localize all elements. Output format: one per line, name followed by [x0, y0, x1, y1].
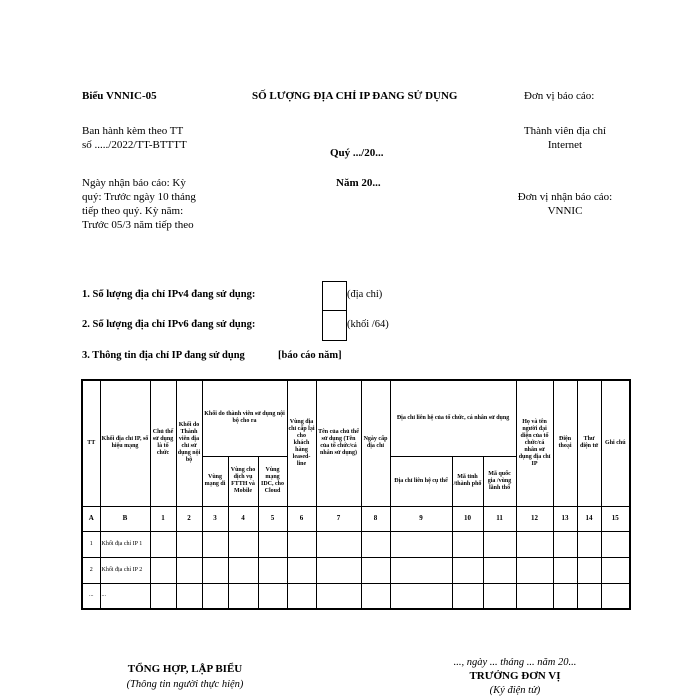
- col-date-header: Ngày cấp địa chỉ: [361, 380, 390, 506]
- table-cell[interactable]: [601, 557, 630, 583]
- table-index-row: [82, 506, 630, 531]
- quarter-label: Quý .../20...: [330, 147, 384, 159]
- received-line-2: quý: Trước ngày 10 tháng: [82, 191, 196, 203]
- member-line-2: Internet: [547, 139, 583, 151]
- table-cell[interactable]: [258, 583, 287, 609]
- section-3-label: 3. Thông tin địa chỉ IP đang sử dụng: [82, 350, 245, 361]
- table-cell[interactable]: [553, 583, 577, 609]
- ip-info-table: [81, 379, 631, 610]
- col-province-header: Mã tỉnh /thành phố: [452, 456, 483, 506]
- table-cell[interactable]: [228, 531, 258, 557]
- table-cell[interactable]: [452, 583, 483, 609]
- index-cell: 6: [287, 506, 316, 531]
- row-block: ...: [100, 583, 150, 609]
- index-cell: 4: [228, 506, 258, 531]
- col-tt-header: TT: [82, 380, 100, 506]
- index-cell: 1: [150, 506, 176, 531]
- table-cell[interactable]: [577, 531, 601, 557]
- issued-line-2: số ...../2022/TT-BTTTT: [82, 139, 187, 151]
- footer-right-title: TRƯỞNG ĐƠN VỊ: [469, 670, 561, 682]
- table-cell[interactable]: [483, 531, 516, 557]
- table-cell[interactable]: [316, 583, 361, 609]
- col-member-header: Khối do Thành viên địa chỉ sử dụng nội bộ: [176, 380, 202, 506]
- receiving-unit-label: Đơn vị nhận báo cáo:: [517, 191, 613, 203]
- col-country-header: Mã quốc gia /vùng lãnh thổ: [483, 456, 516, 506]
- table-cell[interactable]: [287, 583, 316, 609]
- col-contact-group-header: Địa chỉ liên hệ của tổ chức, cá nhân sử dụng: [390, 380, 516, 456]
- index-cell: 13: [553, 506, 577, 531]
- col-notes-header: Ghi chú: [601, 380, 630, 506]
- table-cell[interactable]: [601, 531, 630, 557]
- table-cell[interactable]: [452, 557, 483, 583]
- table-cell[interactable]: [390, 531, 452, 557]
- section-1-label: 1. Số lượng địa chỉ IPv4 đang sử dụng:: [82, 289, 256, 300]
- table-cell[interactable]: [577, 557, 601, 583]
- index-cell: 11: [483, 506, 516, 531]
- footer-left-subtitle: (Thông tin người thực hiện): [126, 679, 244, 690]
- index-cell: 15: [601, 506, 630, 531]
- page-title: SỐ LƯỢNG ĐỊA CHỈ IP ĐANG SỬ DỤNG: [252, 90, 458, 102]
- table-cell[interactable]: [553, 531, 577, 557]
- section-2-unit: (khối /64): [347, 319, 389, 330]
- index-cell: 5: [258, 506, 287, 531]
- index-cell: 3: [202, 506, 228, 531]
- index-cell: 14: [577, 506, 601, 531]
- index-cell: 9: [390, 506, 452, 531]
- table-cell[interactable]: [202, 557, 228, 583]
- col-services-group-header: Khối do thành viên sử dụng nội bộ cho ra: [202, 380, 287, 456]
- index-cell: 12: [516, 506, 553, 531]
- footer-date-line: ..., ngày ... tháng ... năm 20...: [453, 657, 577, 668]
- table-cell[interactable]: [176, 557, 202, 583]
- table-cell[interactable]: [361, 557, 390, 583]
- index-cell: 10: [452, 506, 483, 531]
- table-cell[interactable]: [150, 583, 176, 609]
- member-line-1: Thành viên địa chỉ: [523, 125, 607, 137]
- col-org-name-header: Tên của chủ thể sử dụng (Tên của tổ chức/cá nhân sử dụng): [316, 380, 361, 506]
- row-block: Khối địa chỉ IP 2: [100, 557, 150, 583]
- col-mobile-header: Vùng mạng di: [202, 456, 228, 506]
- row-number: ...: [82, 583, 100, 609]
- col-person-header: Họ và tên người đại diện của tổ chức/cá nhân sử dụng địa chỉ IP: [516, 380, 553, 506]
- table-cell[interactable]: [316, 531, 361, 557]
- table-cell[interactable]: [577, 583, 601, 609]
- table-row: [82, 557, 630, 583]
- table-cell[interactable]: [202, 531, 228, 557]
- table-cell[interactable]: [361, 531, 390, 557]
- table-cell[interactable]: [516, 583, 553, 609]
- table-cell[interactable]: [258, 531, 287, 557]
- index-cell: 8: [361, 506, 390, 531]
- table-cell[interactable]: [287, 531, 316, 557]
- row-number: 2: [82, 557, 100, 583]
- table-cell[interactable]: [228, 583, 258, 609]
- table-cell[interactable]: [483, 583, 516, 609]
- section-2-label: 2. Số lượng địa chỉ IPv6 đang sử dụng:: [82, 319, 256, 330]
- table-cell[interactable]: [150, 557, 176, 583]
- ipv4-count-field[interactable]: [322, 281, 347, 311]
- col-alloc-header: Vùng địa chỉ cấp lại cho khách hàng leased-line: [287, 380, 316, 506]
- table-cell[interactable]: [516, 531, 553, 557]
- table-header-row-1: [82, 380, 630, 456]
- col-address-header: Địa chỉ liên hệ cụ thể: [390, 456, 452, 506]
- index-cell: 2: [176, 506, 202, 531]
- table-cell[interactable]: [176, 531, 202, 557]
- col-phone-header: Điện thoại: [553, 380, 577, 506]
- col-idc-header: Vùng mạng IDC, cho Cloud: [258, 456, 287, 506]
- footer-left-title: TỔNG HỢP, LẬP BIỂU: [127, 663, 243, 675]
- issued-line-1: Ban hành kèm theo TT: [82, 125, 184, 137]
- index-cell: 7: [316, 506, 361, 531]
- table-cell[interactable]: [258, 557, 287, 583]
- row-number: 1: [82, 531, 100, 557]
- col-block-header: Khối địa chỉ IP, số hiệu mạng: [100, 380, 150, 506]
- table-cell[interactable]: [202, 583, 228, 609]
- table-row: [82, 583, 630, 609]
- form-code: Biểu VNNIC-05: [82, 90, 157, 102]
- received-line-3: tiếp theo quý. Kỳ năm:: [82, 205, 184, 217]
- table-cell[interactable]: [228, 557, 258, 583]
- footer-right-subtitle: (Ký điện tử): [489, 685, 541, 696]
- received-line-1: Ngày nhận báo cáo: Kỳ: [82, 177, 186, 189]
- index-cell: A: [82, 506, 100, 531]
- section-3-note: [báo cáo năm]: [278, 350, 342, 361]
- year-label: Năm 20...: [336, 177, 381, 189]
- col-email-header: Thư điện tử: [577, 380, 601, 506]
- table-cell[interactable]: [516, 557, 553, 583]
- col-owner-header: Chủ thể sử dụng là tổ chức: [150, 380, 176, 506]
- table-cell[interactable]: [390, 583, 452, 609]
- table-cell[interactable]: [176, 583, 202, 609]
- table-cell[interactable]: [316, 557, 361, 583]
- row-block: Khối địa chỉ IP 1: [100, 531, 150, 557]
- table-cell[interactable]: [287, 557, 316, 583]
- table-cell[interactable]: [483, 557, 516, 583]
- receiving-unit: VNNIC: [547, 205, 583, 217]
- table-cell[interactable]: [452, 531, 483, 557]
- table-cell[interactable]: [553, 557, 577, 583]
- received-line-4: Trước 05/3 năm tiếp theo: [82, 219, 194, 231]
- index-cell: B: [100, 506, 150, 531]
- reporting-unit-label: Đơn vị báo cáo:: [524, 90, 595, 102]
- col-ftth-header: Vùng cho dịch vụ FTTH và Mobile: [228, 456, 258, 506]
- table-cell[interactable]: [361, 583, 390, 609]
- table-cell[interactable]: [601, 583, 630, 609]
- section-1-unit: (địa chỉ): [347, 289, 383, 300]
- table-cell[interactable]: [150, 531, 176, 557]
- table-row: [82, 531, 630, 557]
- ipv6-count-field[interactable]: [322, 310, 347, 341]
- table-cell[interactable]: [390, 557, 452, 583]
